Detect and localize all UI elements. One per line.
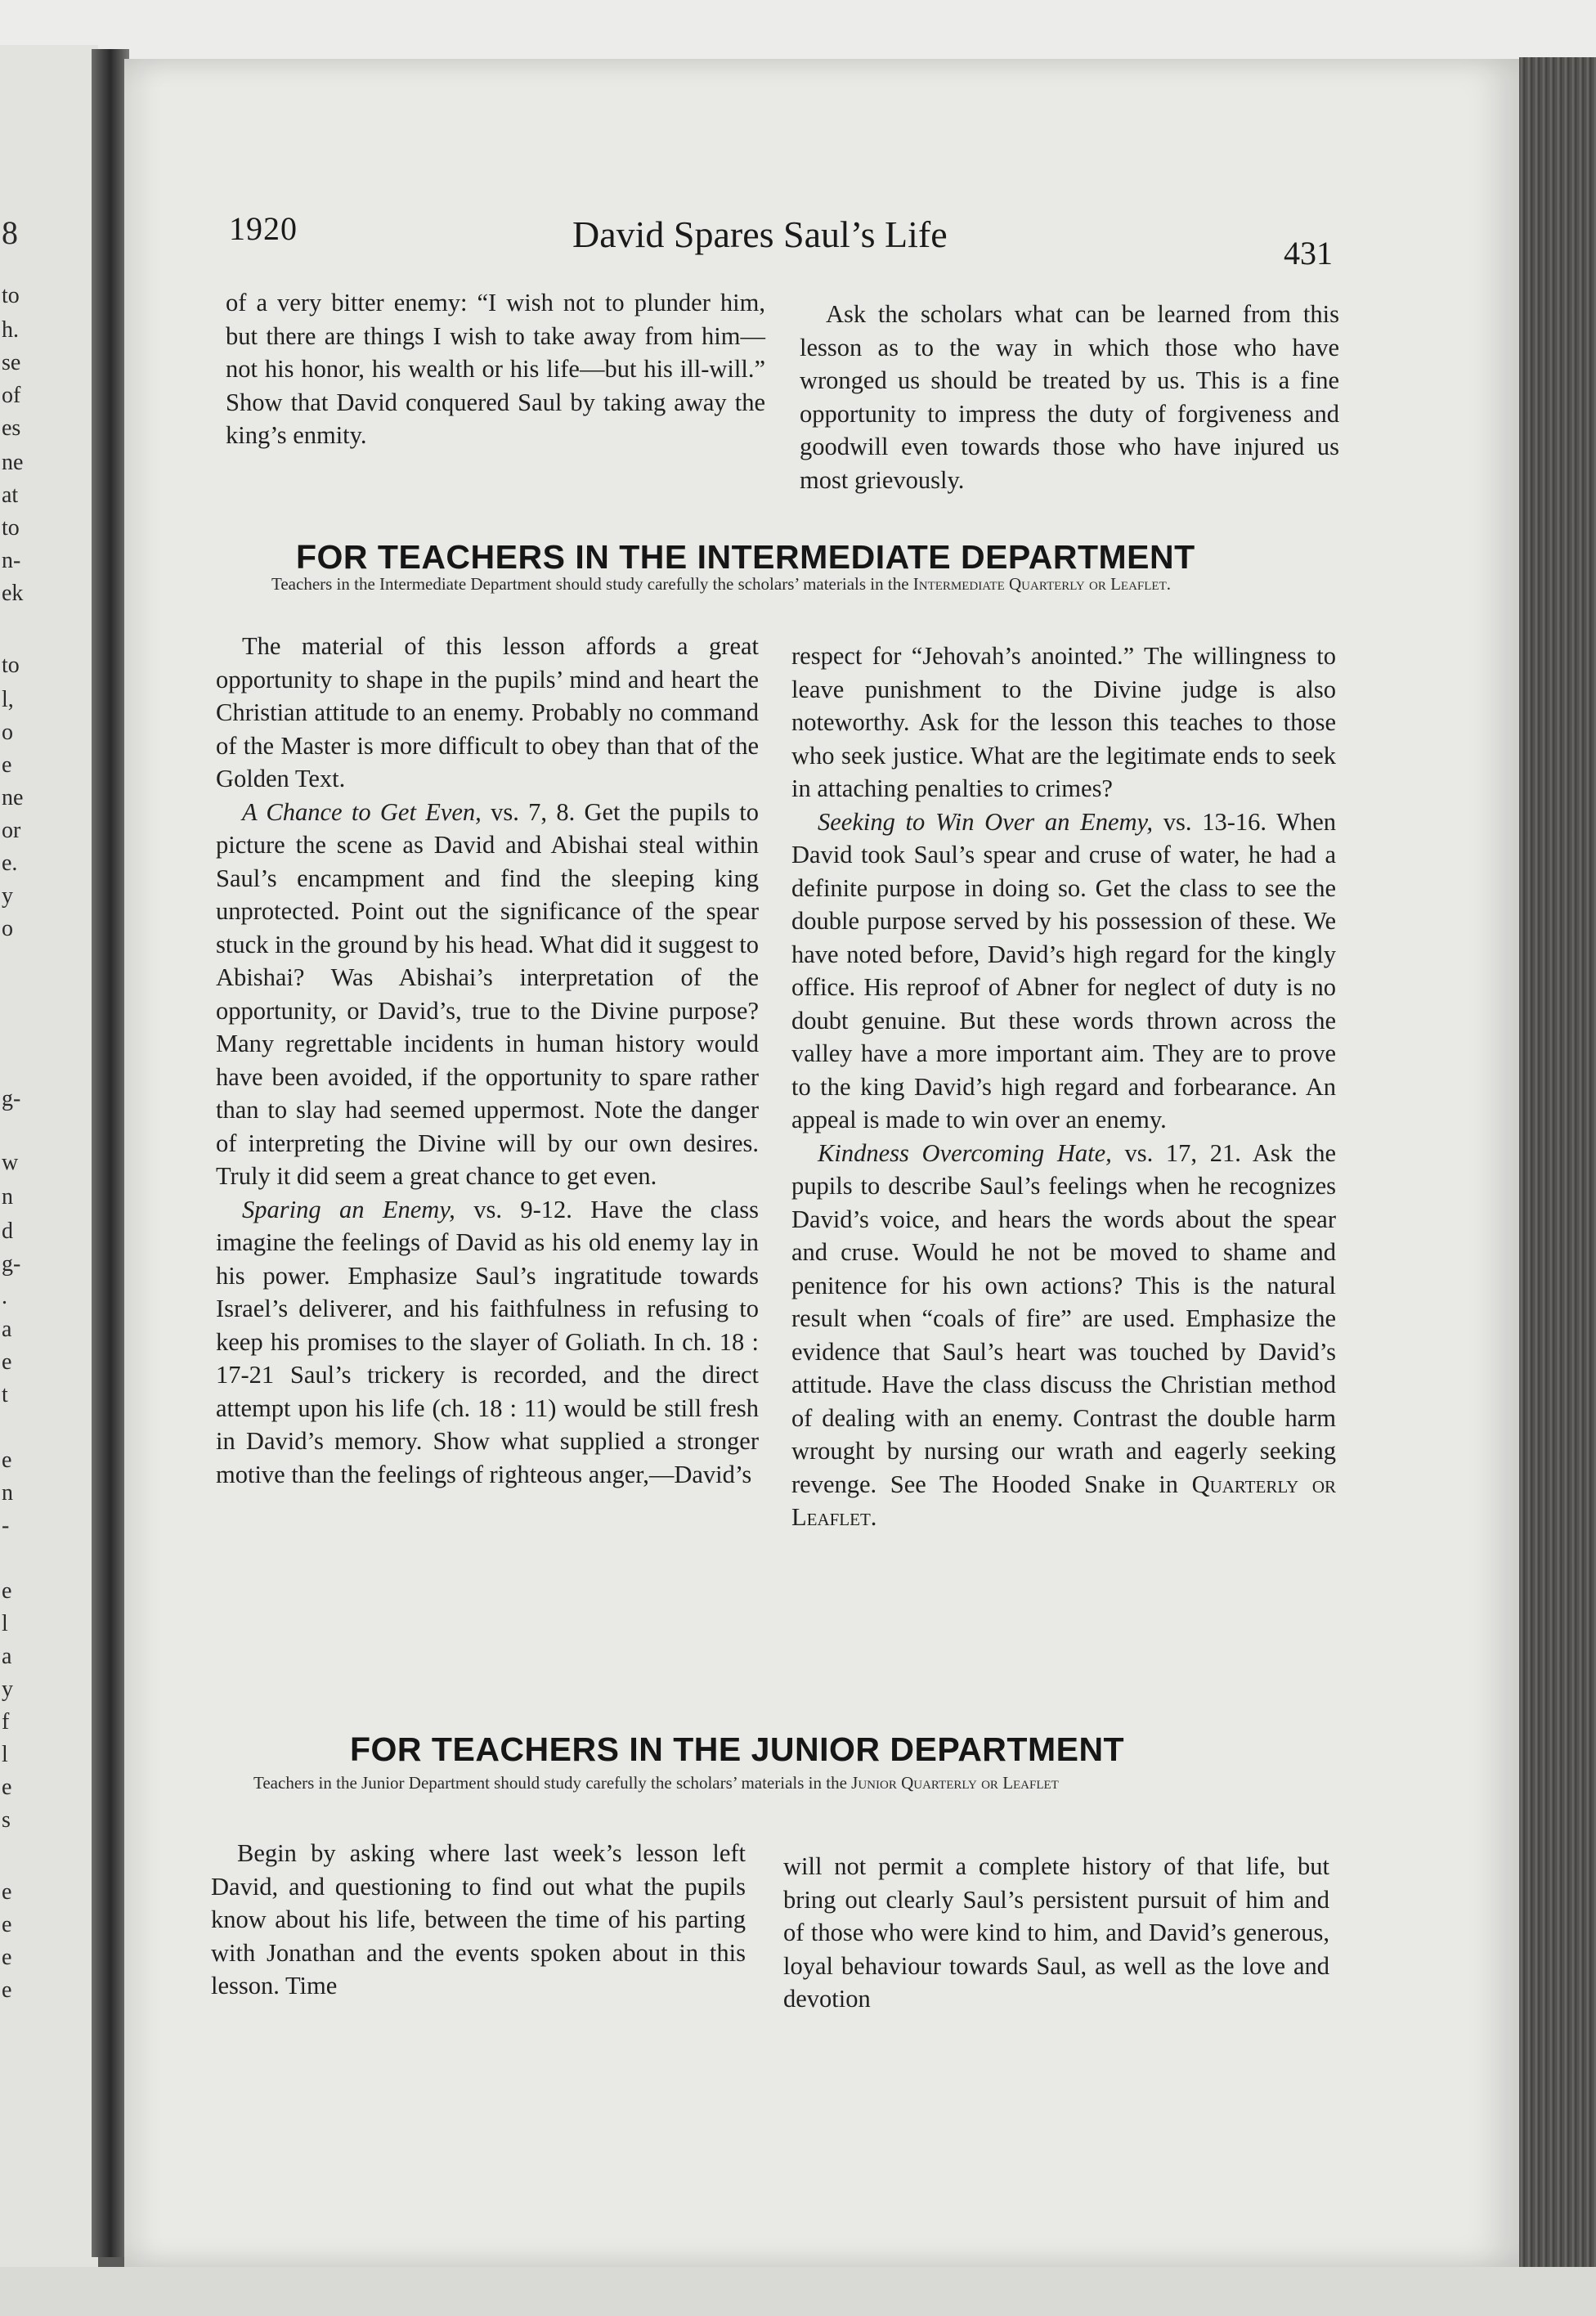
left-page-fragment: y: [2, 1676, 13, 1702]
left-page-fragment: h.: [2, 317, 19, 343]
left-page-fragment: y: [2, 883, 13, 909]
paragraph: [216, 796, 759, 1193]
running-head-year: 1920: [229, 210, 298, 247]
left-page-fragment: e: [2, 1775, 12, 1800]
left-page-fragment: f: [2, 1709, 10, 1735]
book-page-edges: [1519, 57, 1596, 2298]
left-page-fragment: .: [2, 1284, 7, 1309]
left-page-fragment: ne: [2, 785, 24, 810]
note-text: Teachers in the Junior Department should study carefully the scholars’ materials in the: [253, 1773, 847, 1793]
left-page-fragment: e: [2, 1912, 12, 1937]
left-page-fragment: o: [2, 720, 13, 745]
page-number: 431: [1284, 235, 1333, 272]
paragraph: Begin by asking where last week’s lesson left David, and questioning to find out what the pupils know about his life, between the time of his parting with Jonathan and the events spoken about in this lesson. Time: [211, 1839, 746, 2000]
left-page-fragment: t: [2, 1382, 8, 1407]
paragraph: Ask the scholars what can be learned from this lesson as to the way in which those who have wronged us should be treated by us. This is a fine opportunity to impress the duty of forgiveness and goodwill even towards those who have injured us most grievously.: [800, 300, 1339, 494]
left-page-fragment: -: [2, 1513, 10, 1538]
section-text: vs. 7, 8. Get the pupils to picture the scene as David and Abishai steal within Saul’s encampment and find the sleeping king unprotected. Point out the significance of the spear stuck in the ground by his head. What did it suggest to Abishai? Was Abishai’s interpretation of the opportunity, or David’s, true to the Divine purpose? Many regrettable incidents in human history would have been avoided, if the opportunity to spare rather than to slay had seemed uppermost. Note the danger of interpreting the Divine will by our own desires. Truly it did seem a great chance to get even.: [216, 797, 759, 1190]
left-page-fragment: d: [2, 1219, 13, 1244]
junior-right-column: [783, 1850, 1329, 2016]
left-page-fragment: se: [2, 350, 21, 375]
left-page-fragment: e: [2, 1977, 12, 2003]
paragraph: will not permit a complete history of that life, but bring out clearly Saul’s persistent pursuit of him and of those who were kind to him, and David’s generous, loyal behaviour towards Saul, as well as the love and devotion: [783, 1852, 1329, 2013]
scan-bottom-background: [0, 2267, 1596, 2316]
left-page-fragment: e: [2, 1945, 12, 1970]
junior-heading: FOR TEACHERS IN THE JUNIOR DEPARTMENT: [350, 1730, 1125, 1768]
note-quarterly-ref: Junior Quarterly or Leaflet: [851, 1773, 1059, 1793]
paragraph: of a very bitter enemy: “I wish not to plunder him, but there are things I wish to take away from him—not his honor, his wealth or his life—but his ill-will.” Show that David conquered Saul by taking away the king’s enmity.: [226, 289, 765, 449]
left-page-fragment: or: [2, 818, 21, 843]
left-page-fragment: 8: [2, 214, 18, 251]
left-page-fragment: l: [2, 1611, 8, 1636]
left-page-fragment: of: [2, 383, 21, 408]
note-text: Teachers in the Intermediate Department should study carefully the scholars’ materials in the: [271, 574, 909, 594]
intermediate-note: [222, 574, 1334, 594]
left-page-fragment: at: [2, 482, 19, 508]
section-title: A Chance to Get Even,: [242, 797, 482, 826]
section-text: vs. 17, 21. Ask the pupils to describe Saul’s feelings when he recognizes David’s voice, and hears the words about the spear and cruse. Would he not be moved to shame and penitence for his own actions? This is the natural result when “coals of fire” are used. Emphasize the evidence that Saul’s heart was touched by David’s attitude. Have the class discuss the Christian method of dealing with an enemy. Contrast the double harm wrought by nursing our wrath and eagerly seeking revenge. See The Hooded Snake in: [791, 1138, 1336, 1498]
top-left-column: [226, 286, 765, 452]
left-page-fragment: a: [2, 1317, 12, 1342]
left-page-fragment: to: [2, 653, 20, 678]
section-title: Seeking to Win Over an Enemy,: [818, 807, 1154, 836]
paragraph: [216, 1193, 759, 1492]
intermediate-heading: FOR TEACHERS IN THE INTERMEDIATE DEPARTMENT: [296, 538, 1195, 576]
scan-top-background: [0, 0, 1596, 61]
left-page-fragment: e: [2, 1578, 12, 1604]
left-page-fragment: to: [2, 283, 20, 308]
left-page-fragment: es: [2, 415, 21, 441]
left-page-fragment: ne: [2, 450, 24, 475]
left-page-fragment: w: [2, 1150, 19, 1175]
section-title: Sparing an Enemy,: [242, 1195, 455, 1223]
section-title: Kindness Overcoming Hate,: [818, 1138, 1112, 1167]
intermediate-left-column: [216, 630, 759, 1491]
left-page-fragment: l,: [2, 687, 14, 712]
left-page-fragment: e: [2, 1448, 12, 1473]
left-page-fragment: e: [2, 1349, 12, 1375]
junior-note: [213, 1773, 1325, 1793]
left-page-fragment: e: [2, 752, 12, 778]
paragraph: [791, 1137, 1336, 1534]
left-page-fragment: ek: [2, 581, 24, 606]
left-page-fragment: a: [2, 1644, 12, 1669]
paragraph: [791, 806, 1336, 1137]
intermediate-right-column: [791, 640, 1336, 1534]
section-text: vs. 9-12. Have the class imagine the feelings of David as his old enemy lay in his power. Emphasize Saul’s ingratitude towards Israel’s deliverer, and his faithfulness in refusing to keep his promises to the slayer of Goliath. In ch. 18 : 17-21 Saul’s trickery is recorded, and the direct attempt upon his life (ch. 18 : 11) would be still fresh in David’s memory. Show what supplied a stronger motive than the feelings of righteous anger,—David’s: [216, 1195, 759, 1488]
left-page-fragment: to: [2, 515, 20, 541]
left-page-fragment: l: [2, 1742, 8, 1767]
left-page-fragment: n-: [2, 548, 21, 573]
quarterly-ref: Quarterly or Leaflet.: [791, 1470, 1337, 1531]
left-page-fragment: e.: [2, 851, 18, 876]
left-page-fragment: n: [2, 1184, 13, 1210]
left-page-fragment: n: [2, 1480, 13, 1506]
running-head-title: David Spares Saul’s Life: [572, 213, 948, 255]
section-text: vs. 13-16. When David took Saul’s spear and cruse of water, he had a definite purpose in doing so. Get the class to see the double purpose served by his possession of these. We have noted before, David’s high regard for the kingly office. His reproof of Abner for neglect of duty is no doubt genuine. But these words thrown across the valley have a more important aim. They are to prove to the king David’s high regard and forbearance. An appeal is made to win over an enemy.: [791, 807, 1336, 1133]
left-page-fragment: g-: [2, 1086, 21, 1111]
paragraph: The material of this lesson affords a great opportunity to shape in the pupils’ mind and heart the Christian attitude to an enemy. Probably no command of the Master is more difficult to obey than that of the Golden Text.: [216, 632, 759, 792]
left-page-fragment: e: [2, 1879, 12, 1905]
left-page-fragment: o: [2, 916, 13, 941]
junior-left-column: [211, 1837, 746, 2003]
left-page-fragment: s: [2, 1807, 11, 1833]
note-quarterly-ref: Intermediate Quarterly or Leaflet.: [912, 574, 1172, 594]
left-page-fragment: g-: [2, 1251, 21, 1277]
top-right-column: [800, 298, 1339, 496]
paragraph: respect for “Jehovah’s anointed.” The willingness to leave punishment to the Divine judge is also noteworthy. Ask for the lesson this teaches to those who seek justice. What are the legitimate ends to seek in attaching penalties to crimes?: [791, 642, 1336, 802]
